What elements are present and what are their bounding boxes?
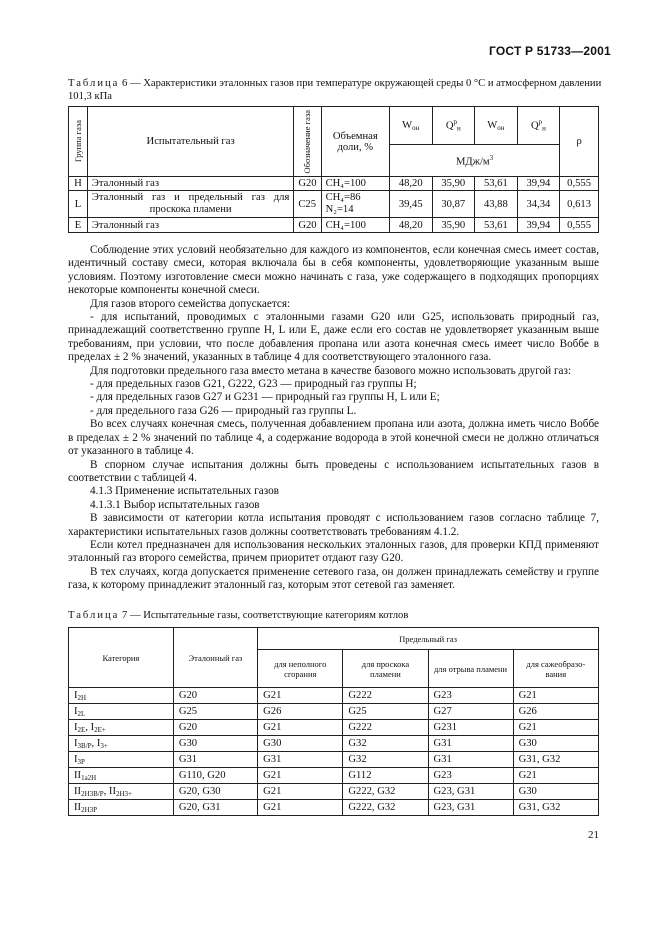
t7-head-c4: для сажеобразо-вания [513, 650, 598, 688]
t7-head-reference: Эталонный газ [173, 628, 257, 688]
document-header: ГОСТ Р 51733—2001 [489, 44, 611, 58]
body-text [68, 244, 599, 593]
t6-head-volume: Объемная доли, % [321, 107, 389, 177]
table-row: E Эталонный газ G20 CH₄=100 48,20 35,90 53,61 39,94 0,555 [69, 218, 599, 233]
t6-head-group: Группа газа [69, 107, 88, 177]
paragraph: Во всех случаях конечная смесь, полученная добавлением пропана или азота, должна иметь число Воббе в пределах ± 2 % значений по таблице 4, а содержание водорода в этой конечной смеси не должно отличаться от указанного в таблице 4. [68, 418, 599, 458]
table7-caption-word: Таблица [68, 610, 120, 621]
table-row: $II_{1a2H}$ G110, G20 G21 G112 G23 G21 [69, 768, 599, 784]
paragraph: Для подготовки предельного газа вместо метана в качестве базового можно использовать другой газ: [90, 364, 572, 377]
t6-head-q1: $Q^р_н$ [432, 107, 475, 145]
t7-head-limit: Предельный газ [258, 628, 599, 650]
paragraph: В зависимости от категории котла испытания проводят с использованием газов согласно таблице 7, характеристики испытательных газов должны соответствовать требованиям 4.1.2. [68, 512, 599, 538]
paragraph: В тех случаях, когда допускается применение сетевого газа, он должен принадлежать семейству и группе газа, к которому принадлежит эталонный газ, которым этот сетевой газ заменяет. [68, 565, 599, 592]
table7-caption-text: 7 — Испытательные газы, соответствующие категориям котлов [119, 610, 409, 621]
table6 [68, 106, 599, 233]
paragraph: - для предельных газов G27 и G231 — природный газ группы H, L или E; [90, 391, 440, 404]
table6-caption-text: 6 — Характеристики эталонных газов при температуре окружающей среды 0 °С и атмосферном давлении 101,3 кПа [68, 78, 602, 102]
t7-head-category: Категория [69, 628, 174, 688]
paragraph: Соблюдение этих условий необязательно для каждого из компонентов, если конечная смесь имеет состав, идентичный составу смеси, которая включала бы в себя компоненты, удовлетворяющие указанным выше условиям. Поэтому изготовление смеси можно начинать с газа, уже содержащего в подходящих пропорциях некоторые компоненты конечной смеси. [68, 244, 599, 297]
paragraph: В спорном случае испытания должны быть проведены с использованием испытательных газов в соответствии с таблицей 4. [68, 458, 599, 484]
paragraph: - для испытаний, проводимых с эталонными газами G20 или G25, использовать природный газ, принадлежащий соответственно группе H, L или E, даже если его состав не удовлетворяет указанным выше требованиям, при условии, что после добавления пропана или азота конечная смесь имеет число Воббе в пределах ± 2 % значений, указанных в таблице 4 для соответствующего эталонного газа. [68, 311, 599, 364]
table-row: L Эталонный газ и предельный газ для проскока пламени C25 CH₄=86 N₂=14 39,45 30,87 43,88 34,34 0,613 [69, 191, 599, 218]
table-row: $II_{2H3B/P}$, $II_{2H3+}$ G20, G30 G21 G222, G32 G23, G31 G30 [69, 784, 599, 800]
subsection-heading: 4.1.3.1 Выбор испытательных газов [90, 498, 260, 511]
table-row: $I_{2E}$, $I_{2E+}$ G20 G21 G222 G231 G21 [69, 720, 599, 736]
t6-head-designation: Обозначение газа [294, 107, 321, 177]
table7 [68, 627, 599, 816]
paragraph: Если котел предназначен для использования нескольких эталонных газов, для проверки КПД применяют эталонный газ второго семейства, причем приоритет отдают газу G20. [68, 538, 599, 565]
paragraph: Для газов второго семейства допускается: [90, 297, 291, 310]
table6-caption-word: Таблица [68, 78, 120, 89]
table-row: $I_{2L}$ G25 G26 G25 G27 G26 [69, 704, 599, 720]
table-row: H Эталонный газ G20 CH₄=100 48,20 35,90 53,61 39,94 0,555 [69, 177, 599, 191]
paragraph: - для предельного газа G26 — природный газ группы L. [90, 404, 357, 417]
t6-head-rho: ρ [560, 107, 599, 177]
table-row: $I_{3B/P}$, $I_{3+}$ G30 G30 G32 G31 G30 [69, 736, 599, 752]
table-row: $I_{2H}$ G20 G21 G222 G23 G21 [69, 688, 599, 704]
table7-caption [68, 610, 608, 623]
t6-head-gas: Испытательный газ [87, 107, 293, 177]
page-number: 21 [588, 829, 599, 841]
section-heading: 4.1.3 Применение испытательных газов [90, 485, 279, 498]
t7-head-c3: для отрыва пламени [428, 650, 513, 688]
t6-head-w1: $W_{он}$ [389, 107, 432, 145]
t6-head-w2: $W_{он}$ [475, 107, 518, 145]
paragraph: - для предельных газов G21, G222, G23 — природный газ группы H; [90, 378, 417, 391]
t7-head-c1: для неполного сгорания [258, 650, 343, 688]
t7-head-c2: для проскока пламени [343, 650, 428, 688]
table-row: $II_{2H3P}$ G20, G31 G21 G222, G32 G23, G31 G31, G32 [69, 800, 599, 816]
t6-head-q2: $Q^р_н$ [517, 107, 560, 145]
table6-caption [68, 78, 608, 103]
table-row: $I_{3P}$ G31 G31 G32 G31 G31, G32 [69, 752, 599, 768]
t6-head-unit: МДж/$м^3$ [389, 145, 559, 177]
